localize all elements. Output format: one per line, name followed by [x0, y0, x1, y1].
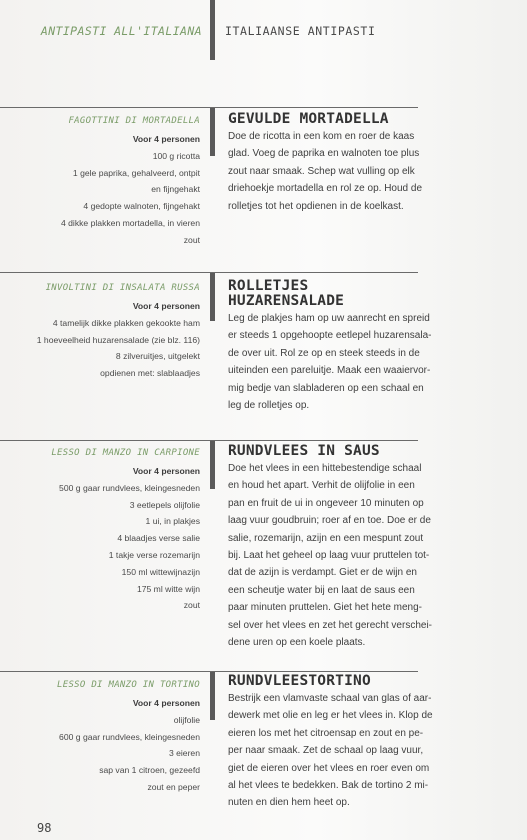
method-line: Bestrijk een vlamvaste schaal van glas of aar- — [228, 693, 432, 704]
recipe-method — [228, 128, 428, 215]
ingredient: 1 ui, in plakjes — [145, 516, 200, 527]
page-header — [0, 0, 527, 108]
method-line: Doe het vlees in een hittebestendige schaal — [228, 463, 422, 474]
servings: Voor 4 personen — [132, 301, 200, 311]
servings: Voor 4 personen — [132, 466, 200, 476]
method-line: bij. Laat het geheel op laag vuur pruttelen tot- — [228, 550, 430, 562]
ingredient: olijfolie — [173, 714, 200, 725]
ingredient: 100 g ricotta — [152, 150, 200, 161]
ingredient: 3 eieren — [168, 748, 200, 759]
servings: Voor 4 personen — [132, 134, 200, 144]
ingredient: 600 g gaar rundvlees, kleingesneden — [59, 731, 200, 742]
italian-recipe-title: FAGOTTINI DI MORTADELLA — [68, 116, 200, 126]
method-line: glad. Voeg de paprika en walnoten toe plus — [228, 148, 420, 160]
method-line: een scheutje water bij en laat de saus een — [228, 584, 415, 596]
method-line: zout naar smaak. Schep wat vulling op elk — [228, 165, 415, 177]
dutch-recipe-title — [228, 279, 428, 309]
recipe-divider-bar — [210, 441, 215, 489]
recipe-separator — [0, 272, 418, 273]
method-line: driehoekje mortadella en rol ze op. Houd de — [228, 183, 423, 195]
ingredient: en fijngehakt — [151, 184, 200, 195]
dutch-recipe-title — [228, 112, 428, 127]
ingredients-column — [0, 678, 200, 796]
method-line: paar minuten pruttelen. Giet het hete meng- — [228, 602, 423, 614]
method-line: pan en fruit de ui in ongeveer 10 minuten op — [228, 497, 424, 509]
recipe-separator — [0, 671, 418, 672]
ingredient: 8 zilveruitjes, uitgelekt — [115, 351, 200, 362]
ingredient: 150 ml wittewijnazijn — [121, 566, 200, 577]
title-line: ROLLETJES — [228, 278, 309, 294]
recipe-divider-bar — [210, 672, 215, 720]
recipe-divider-bar — [210, 273, 215, 321]
ingredient: 4 blaadjes verse salie — [117, 533, 200, 544]
method-line: er steeds 1 opgehoopte eetlepel huzarensala- — [228, 330, 432, 342]
method-line: per naar smaak. Zet de schaal op laag vuur, — [228, 745, 424, 757]
ingredient: 500 g gaar rundvlees, kleingesneden — [59, 482, 200, 493]
recipe-separator — [0, 107, 418, 108]
method-line: laag vuur goudbruin; roer af en toe. Doe er de — [228, 515, 431, 527]
title-line: HUZARENSALADE — [228, 293, 345, 309]
page-number: 98 — [37, 821, 52, 835]
dutch-section-title: ITALIAANSE ANTIPASTI — [225, 24, 376, 38]
ingredient: sap van 1 citroen, gezeefd — [99, 765, 200, 776]
ingredient: 4 dikke plakken mortadella, in vieren — [60, 217, 200, 228]
italian-recipe-title: LESSO DI MANZO IN TORTINO — [57, 680, 200, 690]
ingredient: 4 gedopte walnoten, fijngehakt — [83, 201, 200, 212]
italian-recipe-title: INVOLTINI DI INSALATA RUSSA — [45, 283, 200, 293]
title-line: RUNDVLEESTORTINO — [228, 673, 371, 689]
ingredient: zout — [183, 234, 200, 245]
ingredient: 175 ml witte wijn — [136, 583, 200, 594]
recipe-separator — [0, 440, 418, 441]
method-line: giet de eieren over het vlees en roer even om — [228, 762, 430, 774]
dutch-recipe-title — [228, 674, 428, 689]
method-line: rolletjes tot het opdienen in de koelkast. — [228, 200, 404, 212]
method-line: leg de rolletjes op. — [228, 400, 310, 412]
recipe-method — [228, 690, 433, 812]
title-line: RUNDVLEES IN SAUS — [228, 443, 380, 459]
header-divider-bar — [210, 0, 215, 60]
method-line: sel over het vlees en zet het gerecht verschei- — [228, 619, 432, 631]
method-line: uiteinden een pareluitje. Maak een waaiervor- — [228, 365, 431, 377]
method-line: en houd het apart. Verhit de olijfolie in een — [228, 480, 415, 492]
ingredient: 4 tamelijk dikke plakken gekookte ham — [52, 317, 200, 328]
recipe-divider-bar — [210, 108, 215, 156]
recipe-method — [228, 460, 432, 651]
italian-recipe-title: LESSO DI MANZO IN CARPIONE — [51, 448, 200, 458]
method-line: mig bedje van slabladeren op een schaal en — [228, 382, 424, 394]
method-line: Doe de ricotta in een kom en roer de kaas — [228, 131, 415, 142]
ingredient: 1 takje verse rozemarijn — [108, 549, 200, 560]
ingredients-column — [0, 114, 200, 249]
ingredients-column — [0, 446, 200, 614]
dutch-recipe-title — [228, 444, 428, 459]
ingredient: zout — [183, 600, 200, 611]
method-line: dat de azijn is verdampt. Giet er de wijn en — [228, 567, 417, 579]
method-line: nuten en dien hem heet op. — [228, 797, 350, 809]
method-line: eieren los met het citroensap en zout en pe- — [228, 727, 424, 739]
method-line: salie, rozemarijn, azijn en een mespunt zout — [228, 532, 424, 544]
method-line: Leg de plakjes ham op uw aanrecht en spreid — [228, 313, 430, 324]
ingredient: zout en peper — [147, 781, 200, 792]
method-line: al het vlees te bedekken. Bak de tortino 2 mi- — [228, 780, 429, 792]
ingredient: 3 eetlepels olijfolie — [129, 499, 200, 510]
method-line: dewerk met olie en leg er het vlees in. Klop de — [228, 710, 433, 722]
italian-section-title: ANTIPASTI ALL'ITALIANA — [40, 24, 202, 38]
recipe-method — [228, 310, 432, 414]
method-line: de over uit. Rol ze op en steek steeds in de — [228, 347, 420, 359]
ingredient: 1 hoeveelheid huzarensalade (zie blz. 116) — [36, 334, 200, 345]
title-line: GEVULDE MORTADELLA — [228, 111, 389, 127]
ingredient: opdienen met: slablaadjes — [100, 368, 200, 379]
ingredient: 1 gele paprika, gehalveerd, ontpit — [72, 167, 200, 178]
ingredients-column — [0, 281, 200, 382]
servings: Voor 4 personen — [132, 698, 200, 708]
method-line: dene uren op een koele plaats. — [228, 637, 366, 649]
